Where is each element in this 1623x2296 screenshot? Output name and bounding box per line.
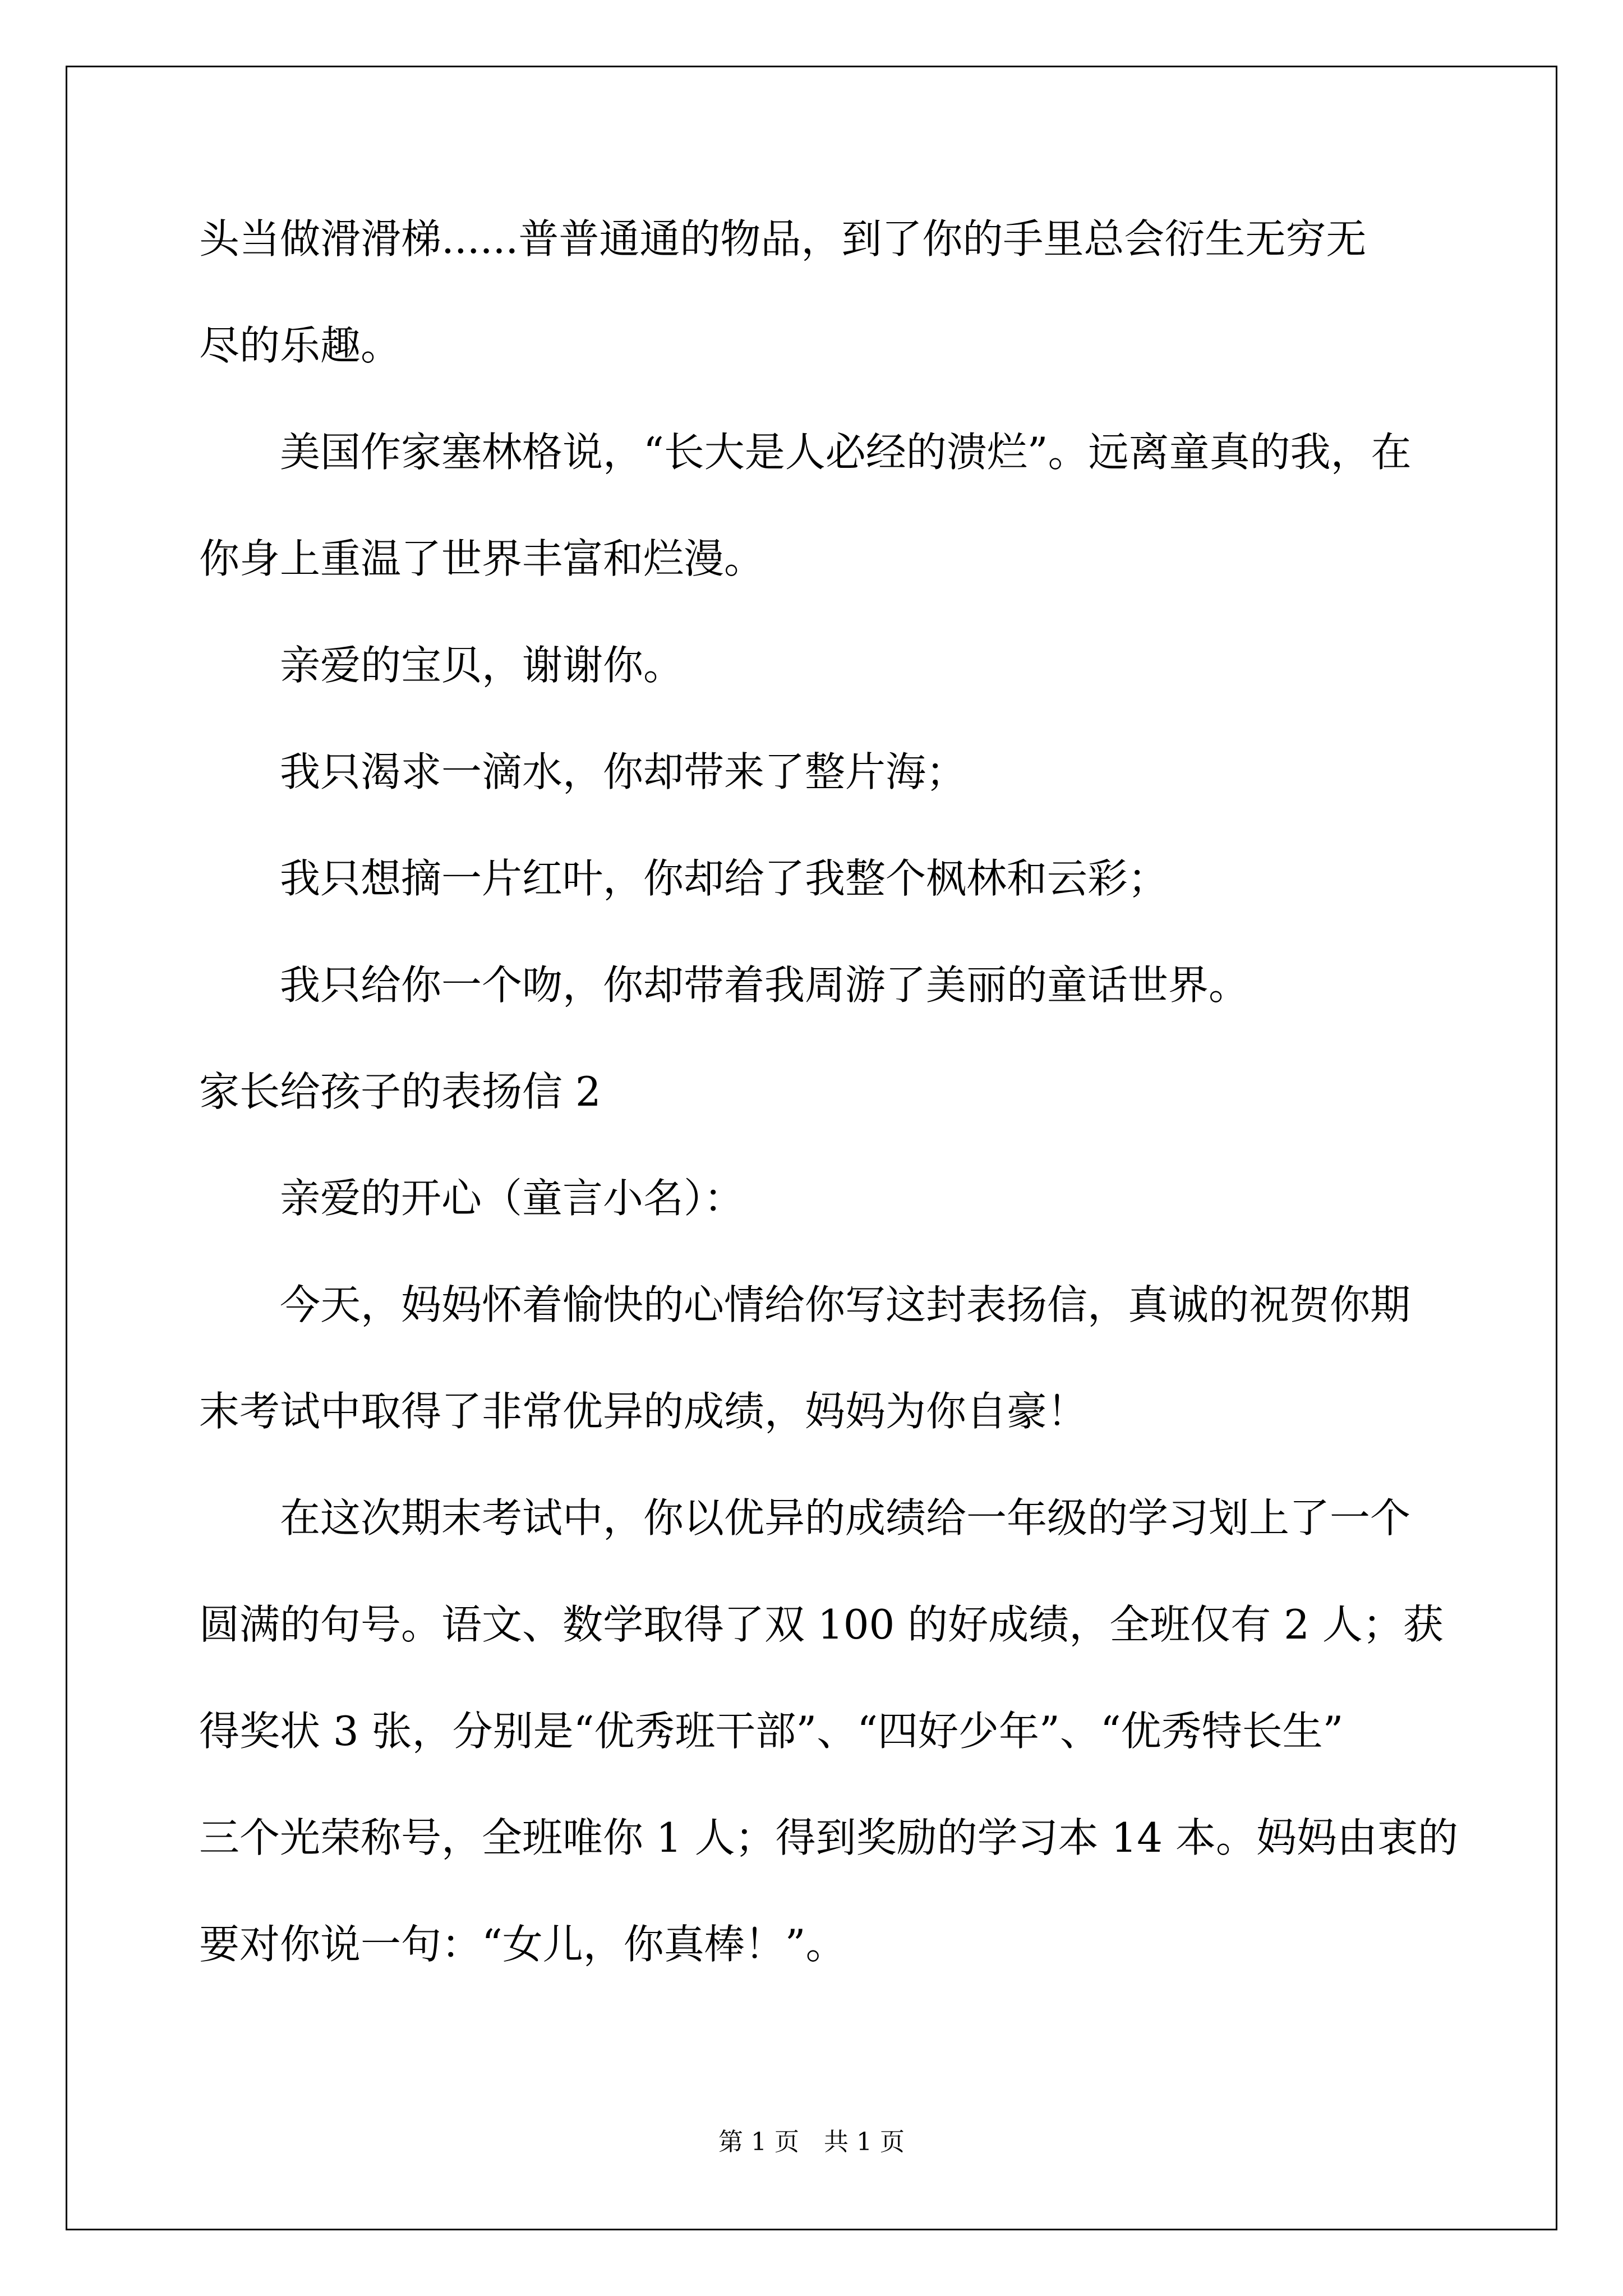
paragraph-line: 你身上重温了世界丰富和烂漫。 bbox=[199, 535, 765, 582]
paragraph-line: 今天，妈妈怀着愉快的心情给你写这封表扬信，真诚的祝贺你期 bbox=[280, 1281, 1411, 1328]
paragraph: 亲爱的宝贝，谢谢你。 bbox=[280, 642, 684, 689]
paragraph-line: 美国作家塞林格说，“长大是人必经的溃烂”。远离童真的我，在 bbox=[280, 429, 1412, 476]
paragraph: 我只给你一个吻，你却带着我周游了美丽的童话世界。 bbox=[280, 961, 1249, 1009]
paragraph-line: 在这次期末考试中，你以优异的成绩给一年级的学习划上了一个 bbox=[280, 1494, 1411, 1542]
paragraph-line: 头当做滑滑梯......普普通通的物品，到了你的手里总会衍生无穷无 bbox=[199, 215, 1367, 263]
salutation: 亲爱的开心（童言小名）： bbox=[280, 1175, 745, 1222]
paragraph-line: 要对你说一句：“女儿，你真棒！”。 bbox=[199, 1921, 846, 1968]
paragraph-line: 尽的乐趣。 bbox=[199, 322, 402, 369]
paragraph-line: 得奖状 3 张，分别是“优秀班干部”、“四好少年”、“优秀特长生” bbox=[199, 1708, 1344, 1755]
page-number: 第 1 页 共 1 页 bbox=[718, 2128, 905, 2156]
paragraph-line: 圆满的句号。语文、数学取得了双 100 的好成绩，全班仅有 2 人；获 bbox=[199, 1601, 1444, 1648]
paragraph-line: 末考试中取得了非常优异的成绩，妈妈为你自豪！ bbox=[199, 1388, 1088, 1435]
paragraph: 我只想摘一片红叶，你却给了我整个枫林和云彩； bbox=[280, 855, 1169, 902]
document-body bbox=[199, 215, 1458, 1968]
section-heading: 家长给孩子的表扬信 2 bbox=[199, 1068, 601, 1115]
paragraph: 我只渴求一滴水，你却带来了整片海； bbox=[280, 748, 967, 795]
paragraph-line: 三个光荣称号，全班唯你 1 人；得到奖励的学习本 14 本。妈妈由衷的 bbox=[199, 1814, 1458, 1861]
